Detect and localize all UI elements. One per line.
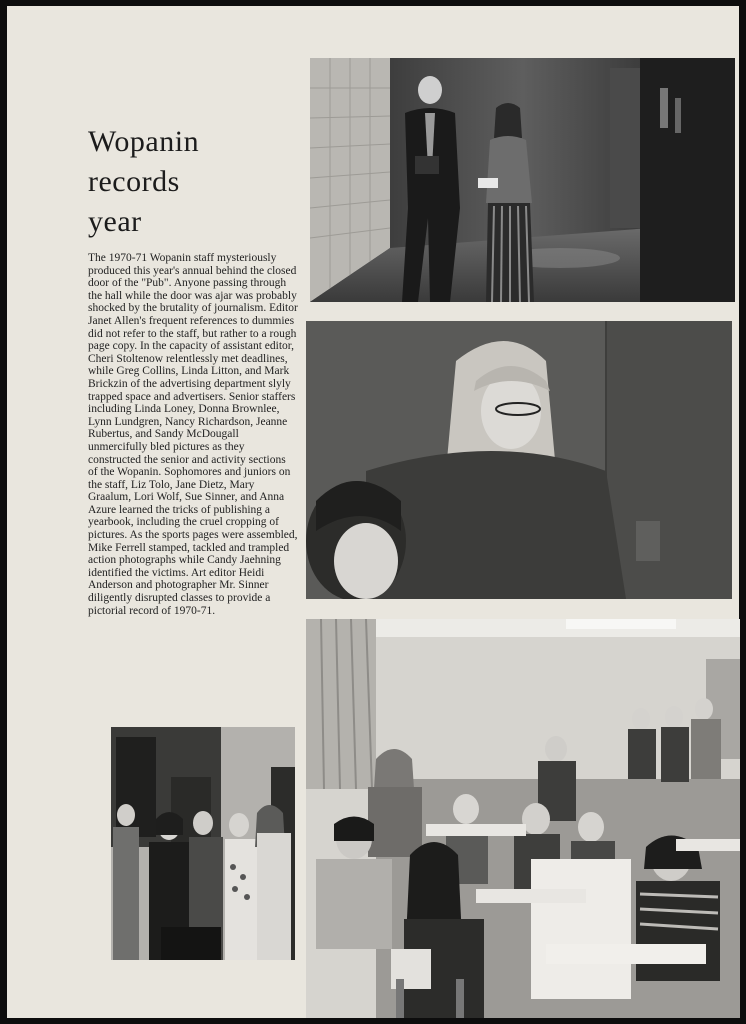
group-doorway-photo: [111, 727, 295, 960]
classroom-photo: [306, 619, 740, 1018]
girls-closeup-photo: [306, 321, 732, 599]
hallway-photo: [310, 58, 735, 302]
title-line-1: Wopanin: [88, 125, 200, 158]
article-title: [88, 122, 288, 242]
title-line-2: records: [88, 165, 180, 198]
yearbook-page: [7, 6, 739, 1018]
title-line-3: year: [88, 205, 142, 238]
article-body: The 1970-71 Wopanin staff mysteriously produced this year's annual behind the closed door of the "Pub". Anyone passing through the hall while the door was ajar was probably shocked by the brutality of journalism. Editor Janet Allen's frequent references to dummies did not refer to the staff, but rather to a rough page copy. In the capacity of assistant editor, Cheri Stoltenow relentlessly met deadlines, while Greg Collins, Linda Litton, and Mark Brickzin of the advertising department slyly trapped space and advertisers. Senior staffers including Linda Loney, Donna Brownlee, Lynn Lundgren, Nancy Richardson, Jeanne Rubertus, and Sandy McDougall unmercifully bled pictures as they constructed the senior and activity sections of the Wopanin. Sophomores and juniors on the staff, Liz Tolo, Jane Dietz, Mary Graalum, Lori Wolf, Sue Sinner, and Anna Azure learned the tricks of publishing a yearbook, including the cruel cropping of pictures. As the sports pages were assembled, Mike Ferrell stamped, tackled and trampled action photographs while Candy Jaehning identified the victims. Art editor Heidi Anderson and photographer Mr. Sinner diligently disrupted classes to provide a pictorial record of 1970-71.: [88, 252, 298, 617]
